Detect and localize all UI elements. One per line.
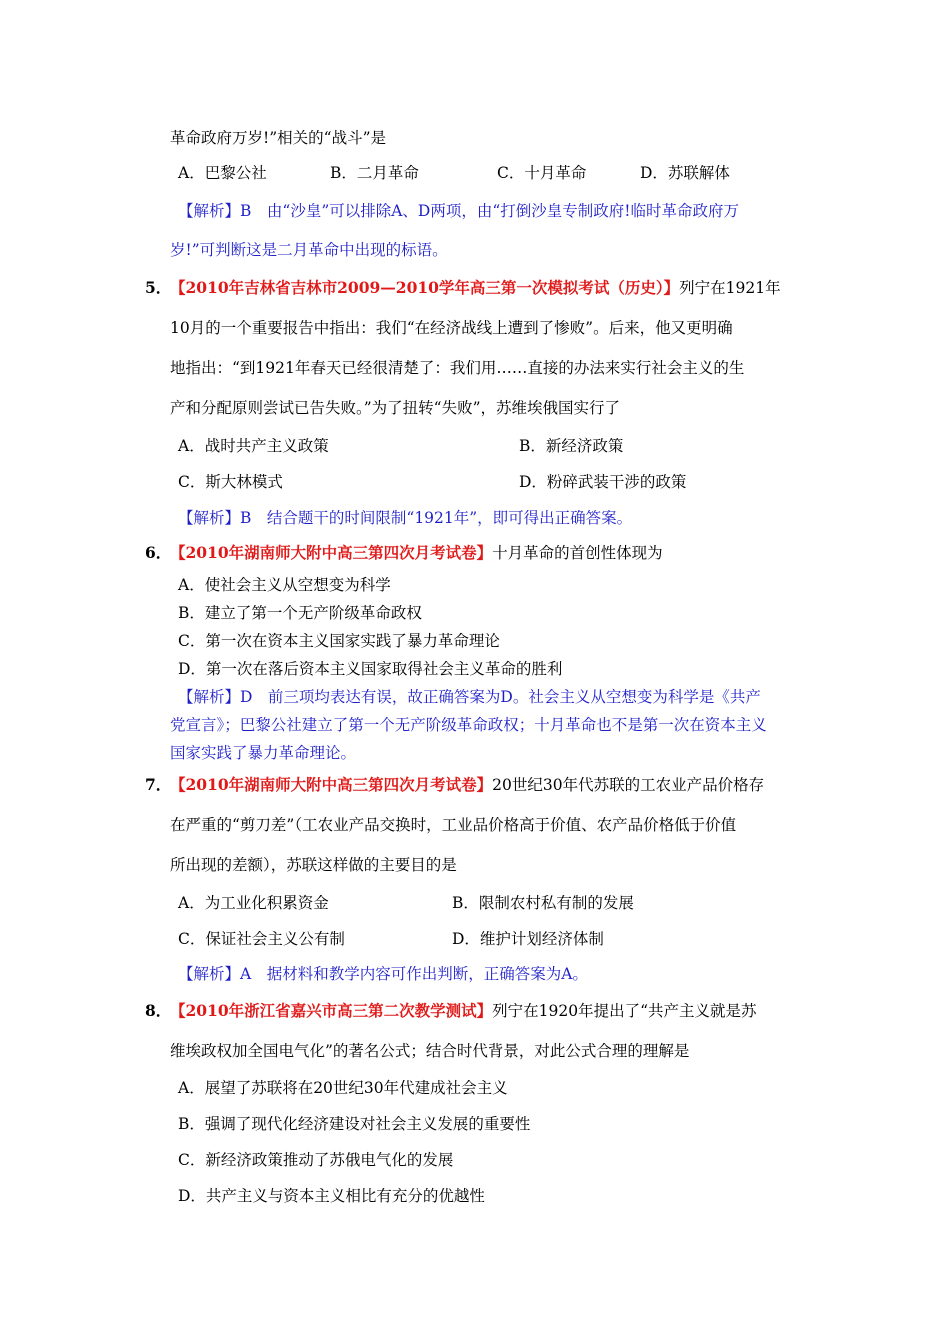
option-c: C．第一次在资本主义国家实践了暴力革命理论 — [178, 632, 500, 650]
question-number: 5． — [145, 278, 172, 297]
option-a: A．巴黎公社 — [178, 164, 267, 182]
option-c: C．保证社会主义公有制 — [178, 930, 345, 948]
option-b: B．二月革命 — [330, 164, 419, 182]
analysis-text: 党宣言》；巴黎公社建立了第一个无产阶级革命政权；十月革命也不是第一次在资本主义 — [170, 716, 767, 734]
option-d: D．共产主义与资本主义相比有充分的优越性 — [178, 1187, 485, 1205]
option-b: B．强调了现代化经济建设对社会主义发展的重要性 — [178, 1115, 531, 1133]
analysis-text: 【解析】B 由“沙皇”可以排除A、D两项，由“打倒沙皇专制政府!临时革命政府万 — [178, 202, 740, 220]
option-d: D．第一次在落后资本主义国家取得社会主义革命的胜利 — [178, 660, 563, 678]
option-b: B．限制农村私有制的发展 — [452, 894, 634, 912]
option-a: A．展望了苏联将在20世纪30年代建成社会主义 — [178, 1079, 508, 1097]
question-stem: 20世纪30年代苏联的工农业产品价格存 — [492, 776, 765, 794]
option-d: D．维护计划经济体制 — [452, 930, 604, 948]
analysis-text: 国家实践了暴力革命理论。 — [170, 744, 357, 762]
option-a: A．使社会主义从空想变为科学 — [178, 576, 391, 594]
option-a: A．为工业化积累资金 — [178, 894, 329, 912]
question-stem: 产和分配原则尝试已告失败。”为了扭转“失败”，苏维埃俄国实行了 — [170, 399, 621, 417]
analysis-text: 【解析】B 结合题干的时间限制“1921年”，即可得出正确答案。 — [178, 509, 633, 527]
question-source: 【2010年湖南师大附中高三第四次月考试卷】 — [170, 775, 493, 794]
question-stem: 十月革命的首创性体现为 — [492, 544, 663, 562]
option-b: B．新经济政策 — [519, 437, 624, 455]
question-stem: 革命政府万岁!”相关的“战斗”是 — [170, 129, 387, 147]
question-source: 【2010年吉林省吉林市2009—2010学年高三第一次模拟考试（历史）】 — [170, 278, 680, 297]
option-c: C．新经济政策推动了苏俄电气化的发展 — [178, 1151, 454, 1169]
analysis-text: 岁!”可判断这是二月革命中出现的标语。 — [170, 241, 448, 259]
option-a: A．战时共产主义政策 — [178, 437, 329, 455]
option-d: D．苏联解体 — [640, 164, 730, 182]
question-stem: 地指出：“到1921年春天已经很清楚了：我们用……直接的办法来实行社会主义的生 — [170, 359, 745, 377]
question-stem: 列宁在1921年 — [679, 279, 781, 297]
question-stem: 所出现的差额），苏联这样做的主要目的是 — [170, 856, 457, 874]
option-c: C．十月革命 — [497, 164, 587, 182]
question-number: 6． — [145, 543, 172, 562]
question-number: 7． — [145, 775, 172, 794]
question-stem: 在严重的“剪刀差”（工农业产品交换时，工业品价格高于价值、农产品价格低于价值 — [170, 816, 737, 834]
question-stem: 维埃政权加全国电气化”的著名公式；结合时代背景，对此公式合理的理解是 — [170, 1042, 690, 1060]
question-6-header — [170, 543, 663, 563]
analysis-text: 【解析】A 据材料和教学内容可作出判断，正确答案为A。 — [178, 965, 588, 983]
question-number: 8． — [145, 1001, 172, 1020]
analysis-text: 【解析】D 前三项均表达有误，故正确答案为D。社会主义从空想变为科学是《共产 — [178, 688, 761, 706]
question-5-header — [170, 278, 781, 298]
question-8-header — [170, 1001, 757, 1021]
option-b: B．建立了第一个无产阶级革命政权 — [178, 604, 422, 622]
option-c: C．斯大林模式 — [178, 473, 283, 491]
question-7-header — [170, 775, 764, 795]
question-stem: 10月的一个重要报告中指出：我们“在经济战线上遭到了惨败”。后来，他又更明确 — [170, 319, 733, 337]
question-stem: 列宁在1920年提出了“共产主义就是苏 — [492, 1002, 757, 1020]
option-d: D．粉碎武装干涉的政策 — [519, 473, 687, 491]
question-source: 【2010年浙江省嘉兴市高三第二次教学测试】 — [170, 1001, 493, 1020]
question-source: 【2010年湖南师大附中高三第四次月考试卷】 — [170, 543, 493, 562]
